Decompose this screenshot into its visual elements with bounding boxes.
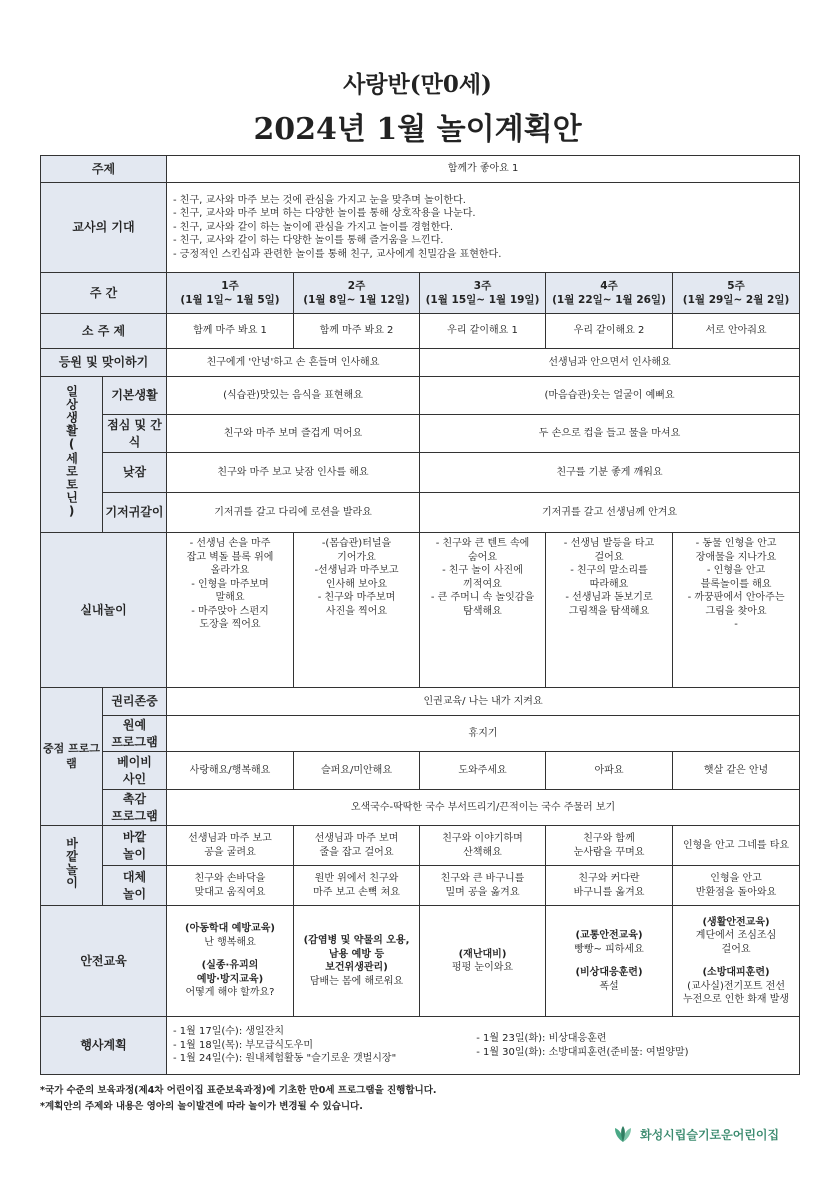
substitute-cell-line: 맞대고 움직여요 — [194, 886, 266, 898]
safety-line — [169, 949, 291, 959]
outdoor-cell-line: 선생님과 마주 보고 — [188, 833, 272, 844]
substitute-cell — [420, 866, 546, 906]
theme-label: 주제 — [41, 156, 167, 183]
safety-cell — [546, 906, 673, 1017]
subtheme-cell: 함께 마주 봐요 1 — [167, 314, 294, 349]
week-header — [546, 273, 673, 314]
indoor-line: 기어가요 — [337, 551, 376, 563]
focus-program-label: 중점 프로그램 — [41, 688, 103, 826]
indoor-line: 그림을 찾아요 — [705, 605, 767, 617]
safety-line — [548, 956, 670, 966]
substitute-cell-line: 바구니를 옮겨요 — [573, 886, 645, 898]
safety-line: 담배는 몸에 해로워요 — [309, 975, 404, 987]
indoor-line: - — [734, 619, 738, 630]
safety-line: 남용 예방 등 — [328, 948, 385, 960]
indoor-line: - 친구와 마주보며 — [317, 592, 396, 603]
indoor-line: 인사해 보아요 — [325, 578, 388, 590]
indoor-cell — [294, 533, 420, 688]
diaper-second-half: 기저귀를 갈고 선생님께 안겨요 — [420, 493, 800, 533]
indoor-line: 블록놀이를 해요 — [700, 578, 772, 590]
safety-line: (실종·유괴의 — [201, 960, 259, 972]
indoor-cell — [673, 533, 800, 688]
week-name: 1주 — [221, 279, 239, 292]
arrival-label: 등원 및 맞이하기 — [41, 349, 167, 377]
indoor-line: -선생님과 마주보고 — [314, 565, 399, 576]
indoor-label: 실내놀이 — [41, 533, 167, 688]
week-range: (1월 29일~ 2월 2일) — [682, 294, 790, 306]
safety-line: (생활안전교육) — [702, 916, 770, 928]
indoor-line: - 동물 인형을 안고 — [695, 538, 777, 549]
week-header — [420, 273, 546, 314]
lunch-second-half: 두 손으로 컵을 들고 물을 마셔요 — [420, 415, 800, 453]
subtheme-cell: 우리 같이해요 1 — [420, 314, 546, 349]
events-value — [167, 1017, 800, 1075]
safety-label: 안전교육 — [41, 906, 167, 1017]
safety-line: 빵빵~ 피하세요 — [574, 943, 644, 955]
indoor-line: 탐색해요 — [463, 605, 502, 617]
daycare-name: 화성시립슬기로운어린이집 — [640, 1127, 780, 1142]
baby-sign-label: 베이비 사인 — [103, 752, 167, 790]
safety-cell — [420, 906, 546, 1017]
indoor-line: - 친구와 큰 텐트 속에 — [435, 538, 530, 549]
safety-line: (아동학대 예방교육) — [185, 923, 275, 935]
baby-sign-cell: 도와주세요 — [420, 752, 546, 790]
week-name: 4주 — [600, 279, 618, 292]
indoor-line: 올라가요 — [210, 565, 250, 576]
indoor-line: - 큰 주머니 속 놀잇감을 — [430, 592, 535, 603]
events-row — [41, 1017, 800, 1075]
safety-row — [41, 906, 800, 1017]
indoor-line: - 선생님과 돋보기로 — [565, 592, 653, 603]
indoor-line: - 선생님 발등을 타고 — [563, 538, 655, 549]
indoor-line: - 까꿍판에서 안아주는 — [687, 592, 785, 603]
weeks-label: 주 간 — [41, 273, 167, 314]
substitute-cell-line: 반환점을 돌아와요 — [695, 886, 777, 898]
week-range: (1월 8일~ 1월 12일) — [303, 294, 410, 306]
indoor-line: -(몸습관)터널을 — [321, 538, 392, 549]
subtheme-cell: 함께 마주 봐요 2 — [294, 314, 420, 349]
substitute-cell-line: 친구와 손바닥을 — [194, 873, 266, 884]
substitute-row — [41, 866, 800, 906]
basic-life-second-half: (마음습관)웃는 얼굴이 예뻐요 — [420, 377, 800, 415]
outdoor-label: 바깥 놀이 — [103, 826, 167, 866]
basic-life-first-half: (식습관)맛있는 음식을 표현해요 — [167, 377, 420, 415]
gardening-value: 휴지기 — [167, 716, 800, 752]
expectation-item: - 친구, 교사와 같이 하는 다양한 놀이를 통해 즐거움을 느낀다. — [173, 235, 444, 247]
gardening-row — [41, 716, 800, 752]
indoor-line: - 선생님 손을 마주 — [189, 538, 271, 549]
baby-sign-cell: 아파요 — [546, 752, 673, 790]
safety-line: 보건위생관리) — [325, 962, 388, 973]
footnote-2: *계획안의 주제와 내용은 영아의 놀이발견에 따라 놀이가 변경될 수 있습니다. — [40, 1101, 363, 1112]
safety-line: 난 행복해요 — [204, 936, 256, 948]
nap-second-half: 친구를 기분 좋게 깨워요 — [420, 453, 800, 493]
outdoor-cell-line: 공을 굴려요 — [204, 846, 256, 858]
touch-label: 촉감 프로그램 — [103, 790, 167, 826]
outdoor-row — [41, 826, 800, 866]
outdoor-cell-line: 줄을 잡고 걸어요 — [319, 846, 394, 858]
safety-cell — [673, 906, 800, 1017]
indoor-row — [41, 533, 800, 688]
baby-sign-cell: 사랑해요/행복해요 — [167, 752, 294, 790]
indoor-line: 도장을 찍어요 — [199, 619, 261, 630]
week-header — [673, 273, 800, 314]
subtheme-cell: 서로 안아줘요 — [673, 314, 800, 349]
outdoor-cell — [673, 826, 800, 866]
safety-line: (교사실)전기포트 전선 — [687, 980, 785, 992]
baby-sign-cell: 슬퍼요/미안해요 — [294, 752, 420, 790]
indoor-line: - 마주앉아 스펀지 — [191, 605, 269, 617]
indoor-line: 걸어요 — [594, 551, 624, 563]
indoor-line: 잡고 벽돌 블록 위에 — [186, 551, 274, 563]
safety-line: 어떻게 해야 할까요? — [185, 987, 275, 999]
substitute-cell-line: 밀며 공을 옮겨요 — [445, 886, 520, 898]
theme-row — [41, 156, 800, 183]
touch-row — [41, 790, 800, 826]
indoor-cell — [546, 533, 673, 688]
indoor-line: 숨어요 — [468, 551, 497, 563]
safety-line: (감염병 및 약물의 오용, — [303, 935, 410, 946]
baby-sign-row — [41, 752, 800, 790]
expectation-item: - 친구, 교사와 마주 보는 것에 관심을 가지고 눈을 맞추며 놀이한다. — [173, 194, 466, 206]
indoor-line: 끼적여요 — [463, 578, 502, 590]
class-title: 사랑반(만0세) — [343, 71, 492, 98]
nap-row — [41, 453, 800, 493]
indoor-line: 장애물을 지나가요 — [695, 551, 777, 563]
substitute-cell — [167, 866, 294, 906]
event-item: - 1월 30일(화): 소방대피훈련(준비물: 여벌양말) — [476, 1046, 689, 1058]
safety-line: (비상대응훈련) — [575, 967, 643, 978]
weeks-row — [41, 273, 800, 314]
lunch-label: 점심 및 간식 — [103, 415, 167, 453]
theme-value: 함께가 좋아요 1 — [167, 156, 800, 183]
footnote-1: *국가 수준의 보육과정(제4차 어린이집 표준보육과정)에 기초한 만0세 프로그램을 진행합니다. — [40, 1085, 437, 1096]
indoor-line: 따라해요 — [589, 578, 629, 590]
plan-title: 2024년 1월 놀이계획안 — [253, 112, 582, 147]
week-header — [294, 273, 420, 314]
event-item: - 1월 18일(목): 부모급식도우미 — [173, 1039, 314, 1051]
leaf-logo-icon — [612, 1123, 634, 1145]
subtheme-label: 소 주 제 — [41, 314, 167, 349]
expectation-list — [167, 183, 800, 273]
safety-line: 폭설 — [599, 980, 619, 992]
arrival-row — [41, 349, 800, 377]
outdoor-cell-line: 인형을 안고 그네를 타요 — [682, 839, 790, 851]
substitute-cell — [546, 866, 673, 906]
safety-cell — [167, 906, 294, 1017]
rights-row — [41, 688, 800, 716]
week-range: (1월 15일~ 1월 19일) — [425, 294, 540, 306]
outdoor-cell-line: 산책해요 — [463, 846, 502, 858]
event-item: - 1월 17일(수): 생일잔치 — [173, 1026, 285, 1038]
indoor-line: 그림책을 탐색해요 — [568, 605, 650, 617]
indoor-line: - 인형을 안고 — [706, 565, 766, 576]
safety-line: 계단에서 조심조심 — [695, 930, 777, 941]
diaper-first-half: 기저귀를 갈고 다리에 로션을 발라요 — [167, 493, 420, 533]
safety-cell — [294, 906, 420, 1017]
lunch-first-half: 친구와 마주 보며 즐겁게 먹어요 — [167, 415, 420, 453]
week-range: (1월 1일~ 1월 5일) — [180, 294, 280, 306]
outdoor-cell-line: 선생님과 마주 보며 — [314, 833, 399, 844]
play-plan-table — [40, 155, 800, 1075]
safety-line: 걸어요 — [721, 943, 751, 955]
subtheme-cell: 우리 같이해요 2 — [546, 314, 673, 349]
indoor-cell — [167, 533, 294, 688]
outdoor-cell — [167, 826, 294, 866]
safety-line: (소방대피훈련) — [702, 967, 770, 978]
expectation-item: - 친구, 교사와 같이 하는 놀이에 관심을 가지고 놀이를 경험한다. — [173, 221, 454, 233]
outdoor-cell-line: 친구와 이야기하며 — [442, 833, 523, 844]
safety-line — [675, 956, 797, 966]
safety-line: 누전으로 인한 화재 발생 — [682, 994, 790, 1005]
lunch-row — [41, 415, 800, 453]
safety-line: (교통안전교육) — [575, 930, 643, 941]
arrival-second-half: 선생님과 안으면서 인사해요 — [420, 349, 800, 377]
indoor-line: 말해요 — [215, 592, 245, 603]
safety-line: (재난대비) — [458, 948, 507, 960]
substitute-cell-line: 친구와 커다란 — [578, 873, 640, 884]
subtheme-row — [41, 314, 800, 349]
substitute-cell — [294, 866, 420, 906]
indoor-line: - 친구의 말소리를 — [570, 565, 648, 576]
week-name: 5주 — [727, 279, 745, 292]
substitute-cell-line: 인형을 안고 — [710, 873, 762, 884]
daycare-logo — [612, 1123, 779, 1145]
week-name: 2주 — [347, 279, 366, 292]
expectation-label: 교사의 기대 — [41, 183, 167, 273]
week-name: 3주 — [473, 279, 492, 292]
substitute-cell-line: 원반 위에서 친구와 — [314, 873, 399, 884]
event-item: - 1월 23일(화): 비상대응훈련 — [476, 1033, 607, 1044]
indoor-line: - 인형을 마주보며 — [191, 578, 269, 590]
safety-line: 예방·방지교육) — [196, 973, 264, 985]
diaper-label: 기저귀갈이 — [103, 493, 167, 533]
gardening-label: 원예 프로그램 — [103, 716, 167, 752]
events-label: 행사계획 — [41, 1017, 167, 1075]
substitute-label: 대체 놀이 — [103, 866, 167, 906]
indoor-line: 사진을 찍어요 — [325, 605, 388, 617]
week-header — [167, 273, 294, 314]
diaper-row — [41, 493, 800, 533]
nap-first-half: 친구와 마주 보고 낮잠 인사를 해요 — [167, 453, 420, 493]
nap-label: 낮잠 — [103, 453, 167, 493]
outdoor-cell-line: 친구와 함께 — [583, 833, 635, 844]
indoor-cell — [420, 533, 546, 688]
expectation-item: - 긍정적인 스킨십과 관련한 놀이를 통해 친구, 교사에게 친밀감을 표현한다. — [173, 248, 502, 260]
rights-value: 인권교육/ 나는 내가 지켜요 — [167, 688, 800, 716]
safety-line: 펑펑 눈이와요 — [451, 962, 514, 973]
arrival-first-half: 친구에게 '안녕'하고 손 흔들며 인사해요 — [167, 349, 420, 377]
rights-label: 권리존중 — [103, 688, 167, 716]
outdoor-group-label: 바깥놀이 — [41, 826, 103, 906]
substitute-cell-line: 마주 보고 손뼉 쳐요 — [313, 886, 400, 898]
substitute-cell-line: 친구와 큰 바구니를 — [440, 873, 525, 884]
indoor-line: - 친구 놀이 사진에 — [442, 565, 523, 576]
outdoor-cell-line: 눈사람을 꾸며요 — [573, 846, 645, 858]
expectation-item: - 친구, 교사와 마주 보며 하는 다양한 놀이를 통해 상호작용을 나눈다. — [173, 208, 476, 220]
outdoor-cell — [546, 826, 673, 866]
week-range: (1월 22일~ 1월 26일) — [552, 294, 666, 306]
basic-life-label: 기본생활 — [103, 377, 167, 415]
touch-value: 오색국수-딱딱한 국수 부서뜨리기/끈적이는 국수 주물러 보기 — [167, 790, 800, 826]
outdoor-cell — [420, 826, 546, 866]
daily-life-group-label: 일상생활(세로토닌) — [41, 377, 103, 533]
baby-sign-cell: 햇살 같은 안녕 — [673, 752, 800, 790]
event-item: - 1월 24일(수): 원내체험활동 "슬기로운 갯벌시장" — [173, 1053, 397, 1065]
basic-life-row — [41, 377, 800, 415]
substitute-cell — [673, 866, 800, 906]
expectation-row — [41, 183, 800, 273]
outdoor-cell — [294, 826, 420, 866]
